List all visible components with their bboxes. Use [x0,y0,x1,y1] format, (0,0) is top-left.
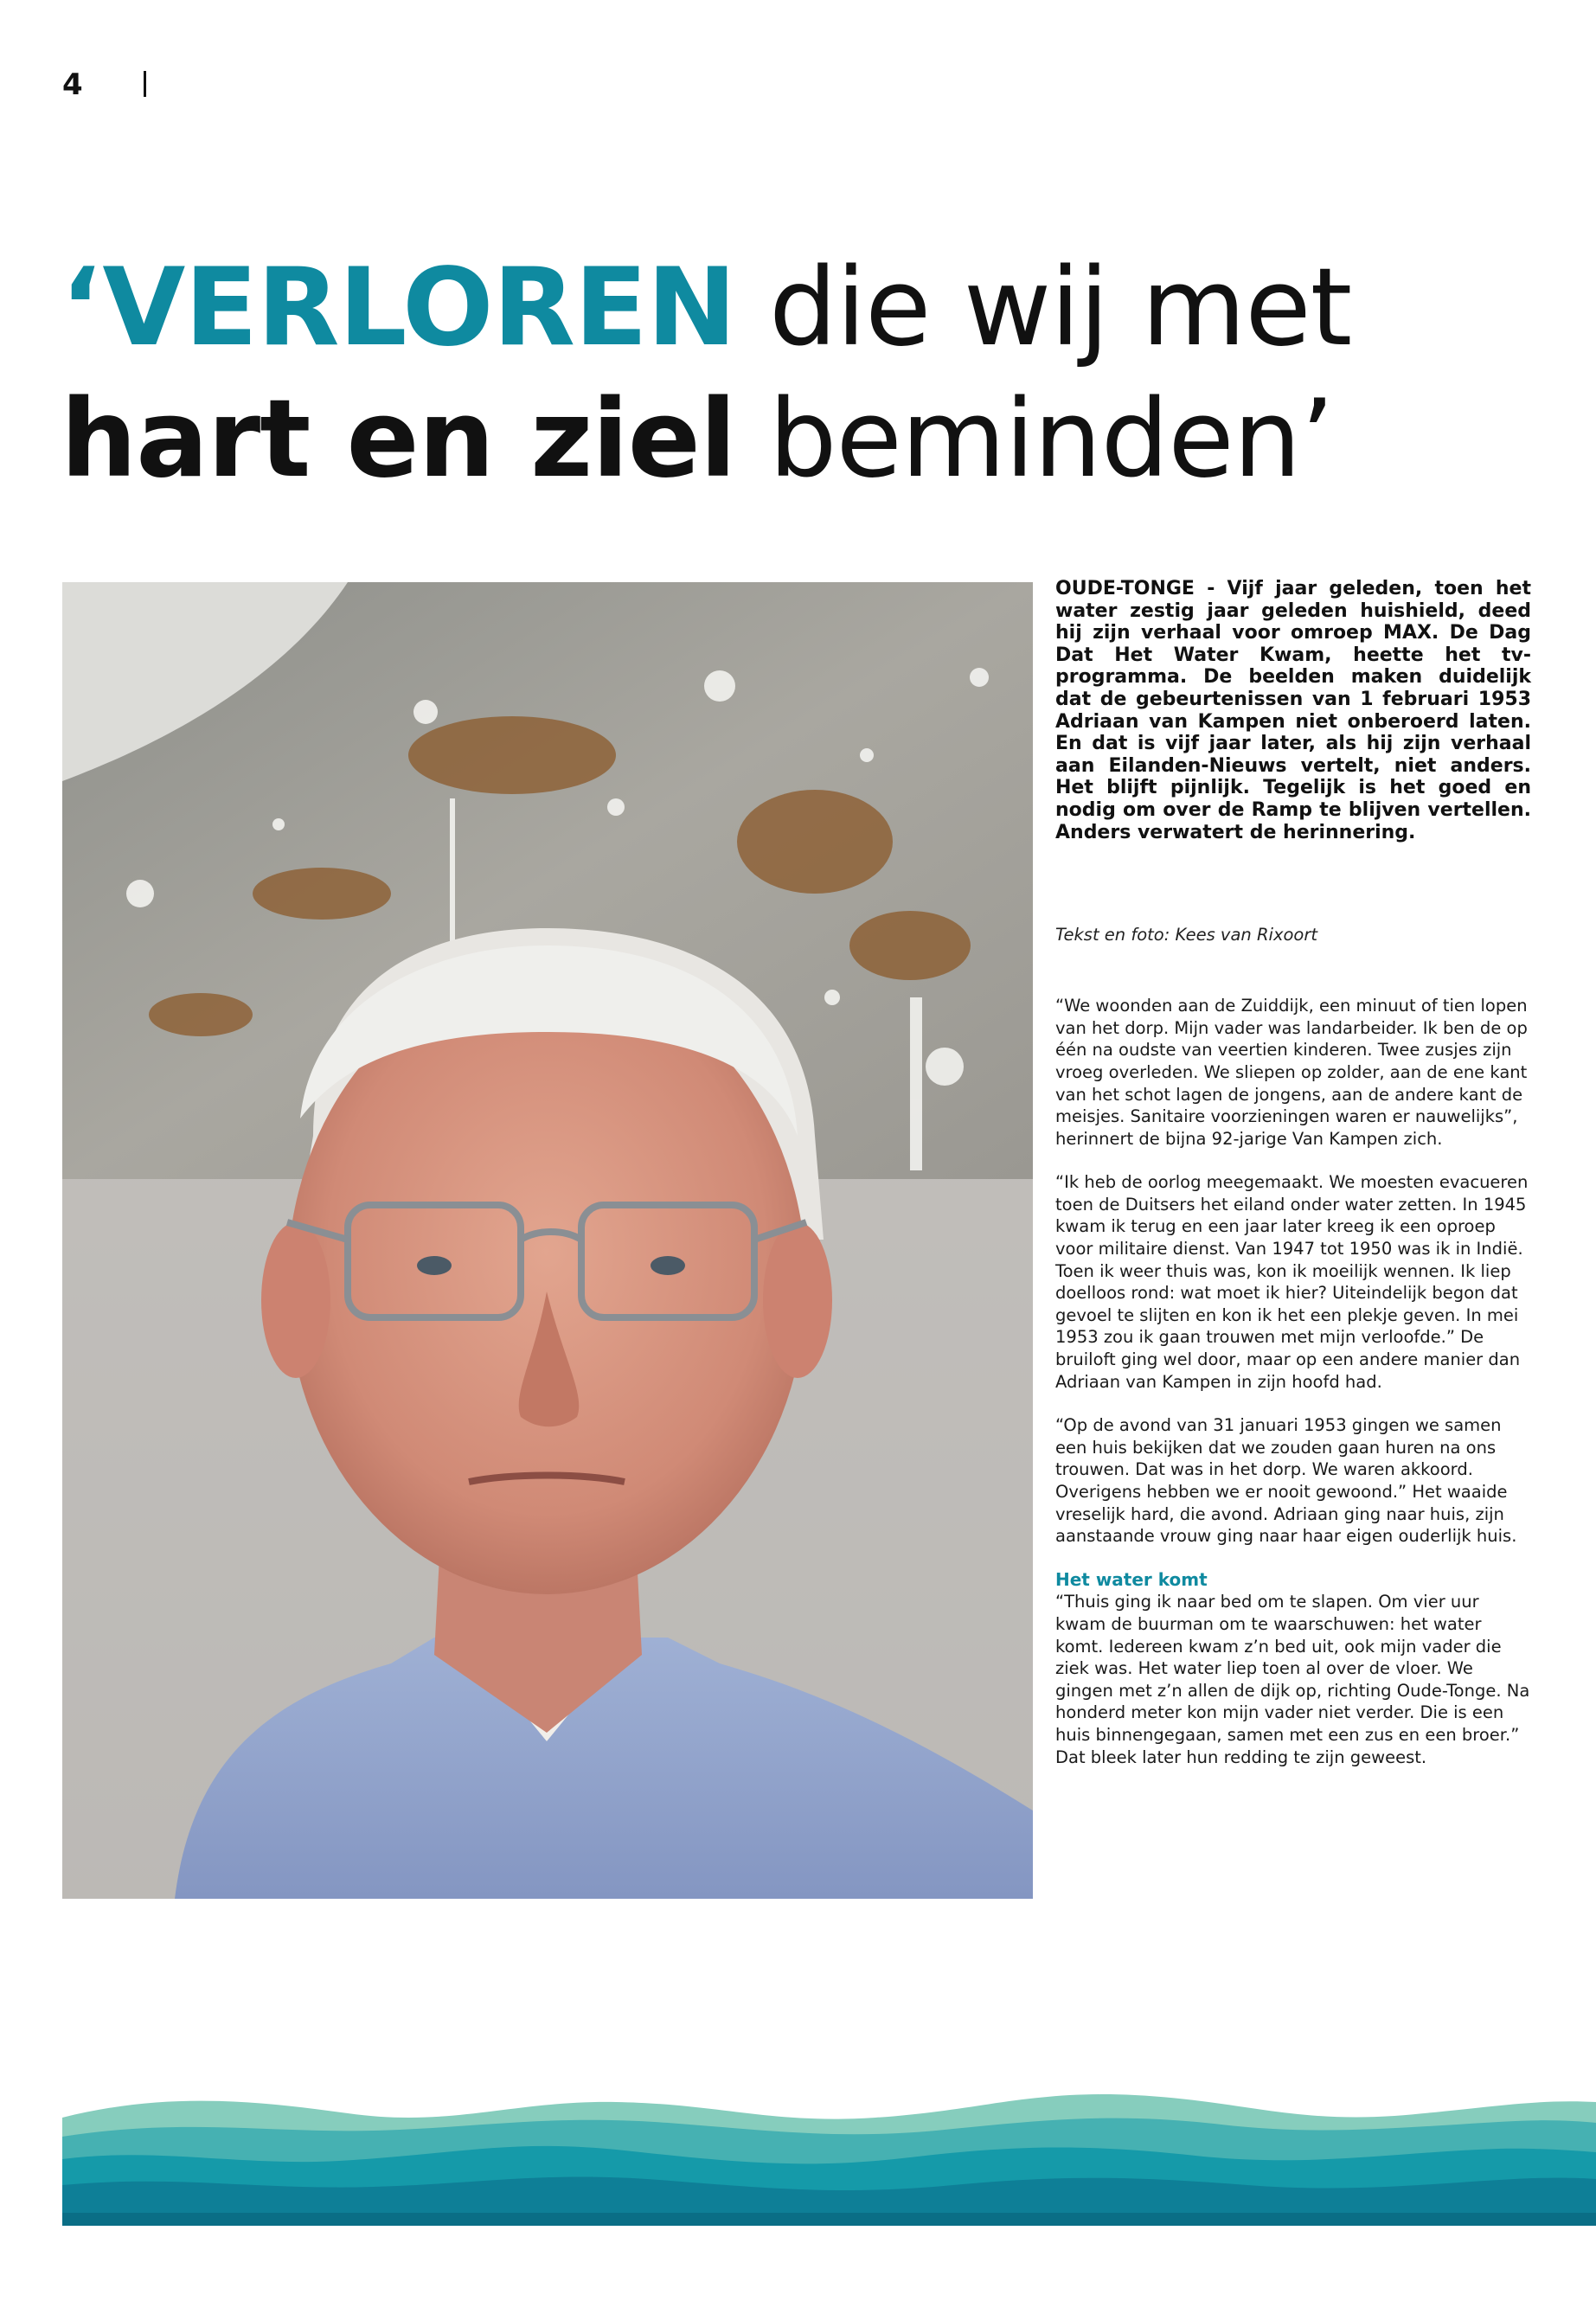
article-paragraph: “Ik heb de oorlog meegemaakt. We moesten evacueren toen de Duitsers het eiland onder water zetten. In 1945 kwam ik terug en een jaar later kreeg ik een oproep voor militaire dienst. Van 1947 tot 1950 was ik in Indië. Toen ik weer thuis was, kon ik moeilijk wennen. Ik liep doelloos rond: wat moet ik hier? Uiteindelijk begon dat gevoel te slijten en kon ik het een plekje geven. In mei 1953 zou ik gaan trouwen met mijn verloofde.” De bruiloft ging wel door, maar op een andere manier dan Adriaan van Kampen in zijn hoofd had. [1055,1172,1529,1392]
article-credit: Tekst en foto: Kees van Rixoort [1055,925,1318,945]
article-paragraph: “Op de avond van 31 januari 1953 gingen we samen een huis bekijken dat we zouden gaan huren na ons trouwen. Dat was in het dorp. We waren akkoord. Overigens hebben we er nooit gewoond.” Het waaide vreselijk hard, die avond. Adriaan ging naar huis, zijn aanstaande vrouw ging naar haar eigen ouderlijk huis. [1055,1415,1517,1547]
headline-text-end: beminden’ [735,377,1334,502]
page-number: 4 [62,67,83,102]
headline-bold-text: hart en ziel [61,377,736,502]
article-column [1055,578,1531,1768]
wave-illustration [62,2083,1596,2226]
wave-decoration [62,2083,1596,2226]
article-paragraph: “Thuis ging ik naar bed om te slapen. Om vier uur kwam de buurman om te waarschuwen: het water komt. Iedereen kwam z’n bed uit, ook mijn vader die ziek was. Het water liep toen al over de vloer. We gingen met z’n allen de dijk op, richting Oude-Tonge. Na honderd meter kon mijn vader niet verder. Die is een huis binnengegaan, samen met een zus en een broer.” Dat bleek later hun redding te zijn geweest. [1055,1592,1530,1767]
portrait-photo [62,582,1033,1899]
article-paragraph: “We woonden aan de Zuiddijk, een minuut of tien lopen van het dorp. Mijn vader was landarbeider. Ik ben de op één na oudste van veertien kinderen. Twee zusjes zijn vroeg overleden. We sliepen op zolder, aan de ene kant van het schot lagen de jongens, aan de andere kant de meisjes. Sanitaire voorzieningen waren er nauwelijks”, herinnert de bijna 92-jarige Van Kampen zich. [1055,996,1528,1149]
page-number-divider [144,71,146,97]
article-subheading: Het water komt [1055,1568,1208,1590]
portrait-illustration [62,582,1033,1899]
headline-text: die wij met [735,246,1352,370]
headline-accent-word: ‘VERLOREN [61,246,736,370]
article-headline [61,242,1531,505]
article-lead: OUDE-TONGE - Vijf jaar geleden, toen het water zestig jaar geleden huishield, deed hij zijn verhaal voor omroep MAX. De Dag Dat Het Water Kwam, heette het tv-programma. De beelden maken duidelijk dat de gebeurtenissen van 1 februari 1953 Adriaan van Kampen niet onberoerd laten. En dat is vijf jaar later, als hij zijn verhaal aan Eilanden-Nieuws vertelt, niet anders. Het blijft pijnlijk. Tegelijk is het goed en nodig om over de Ramp te blijven vertellen. Anders verwatert de herinnering. [1055,578,1531,843]
